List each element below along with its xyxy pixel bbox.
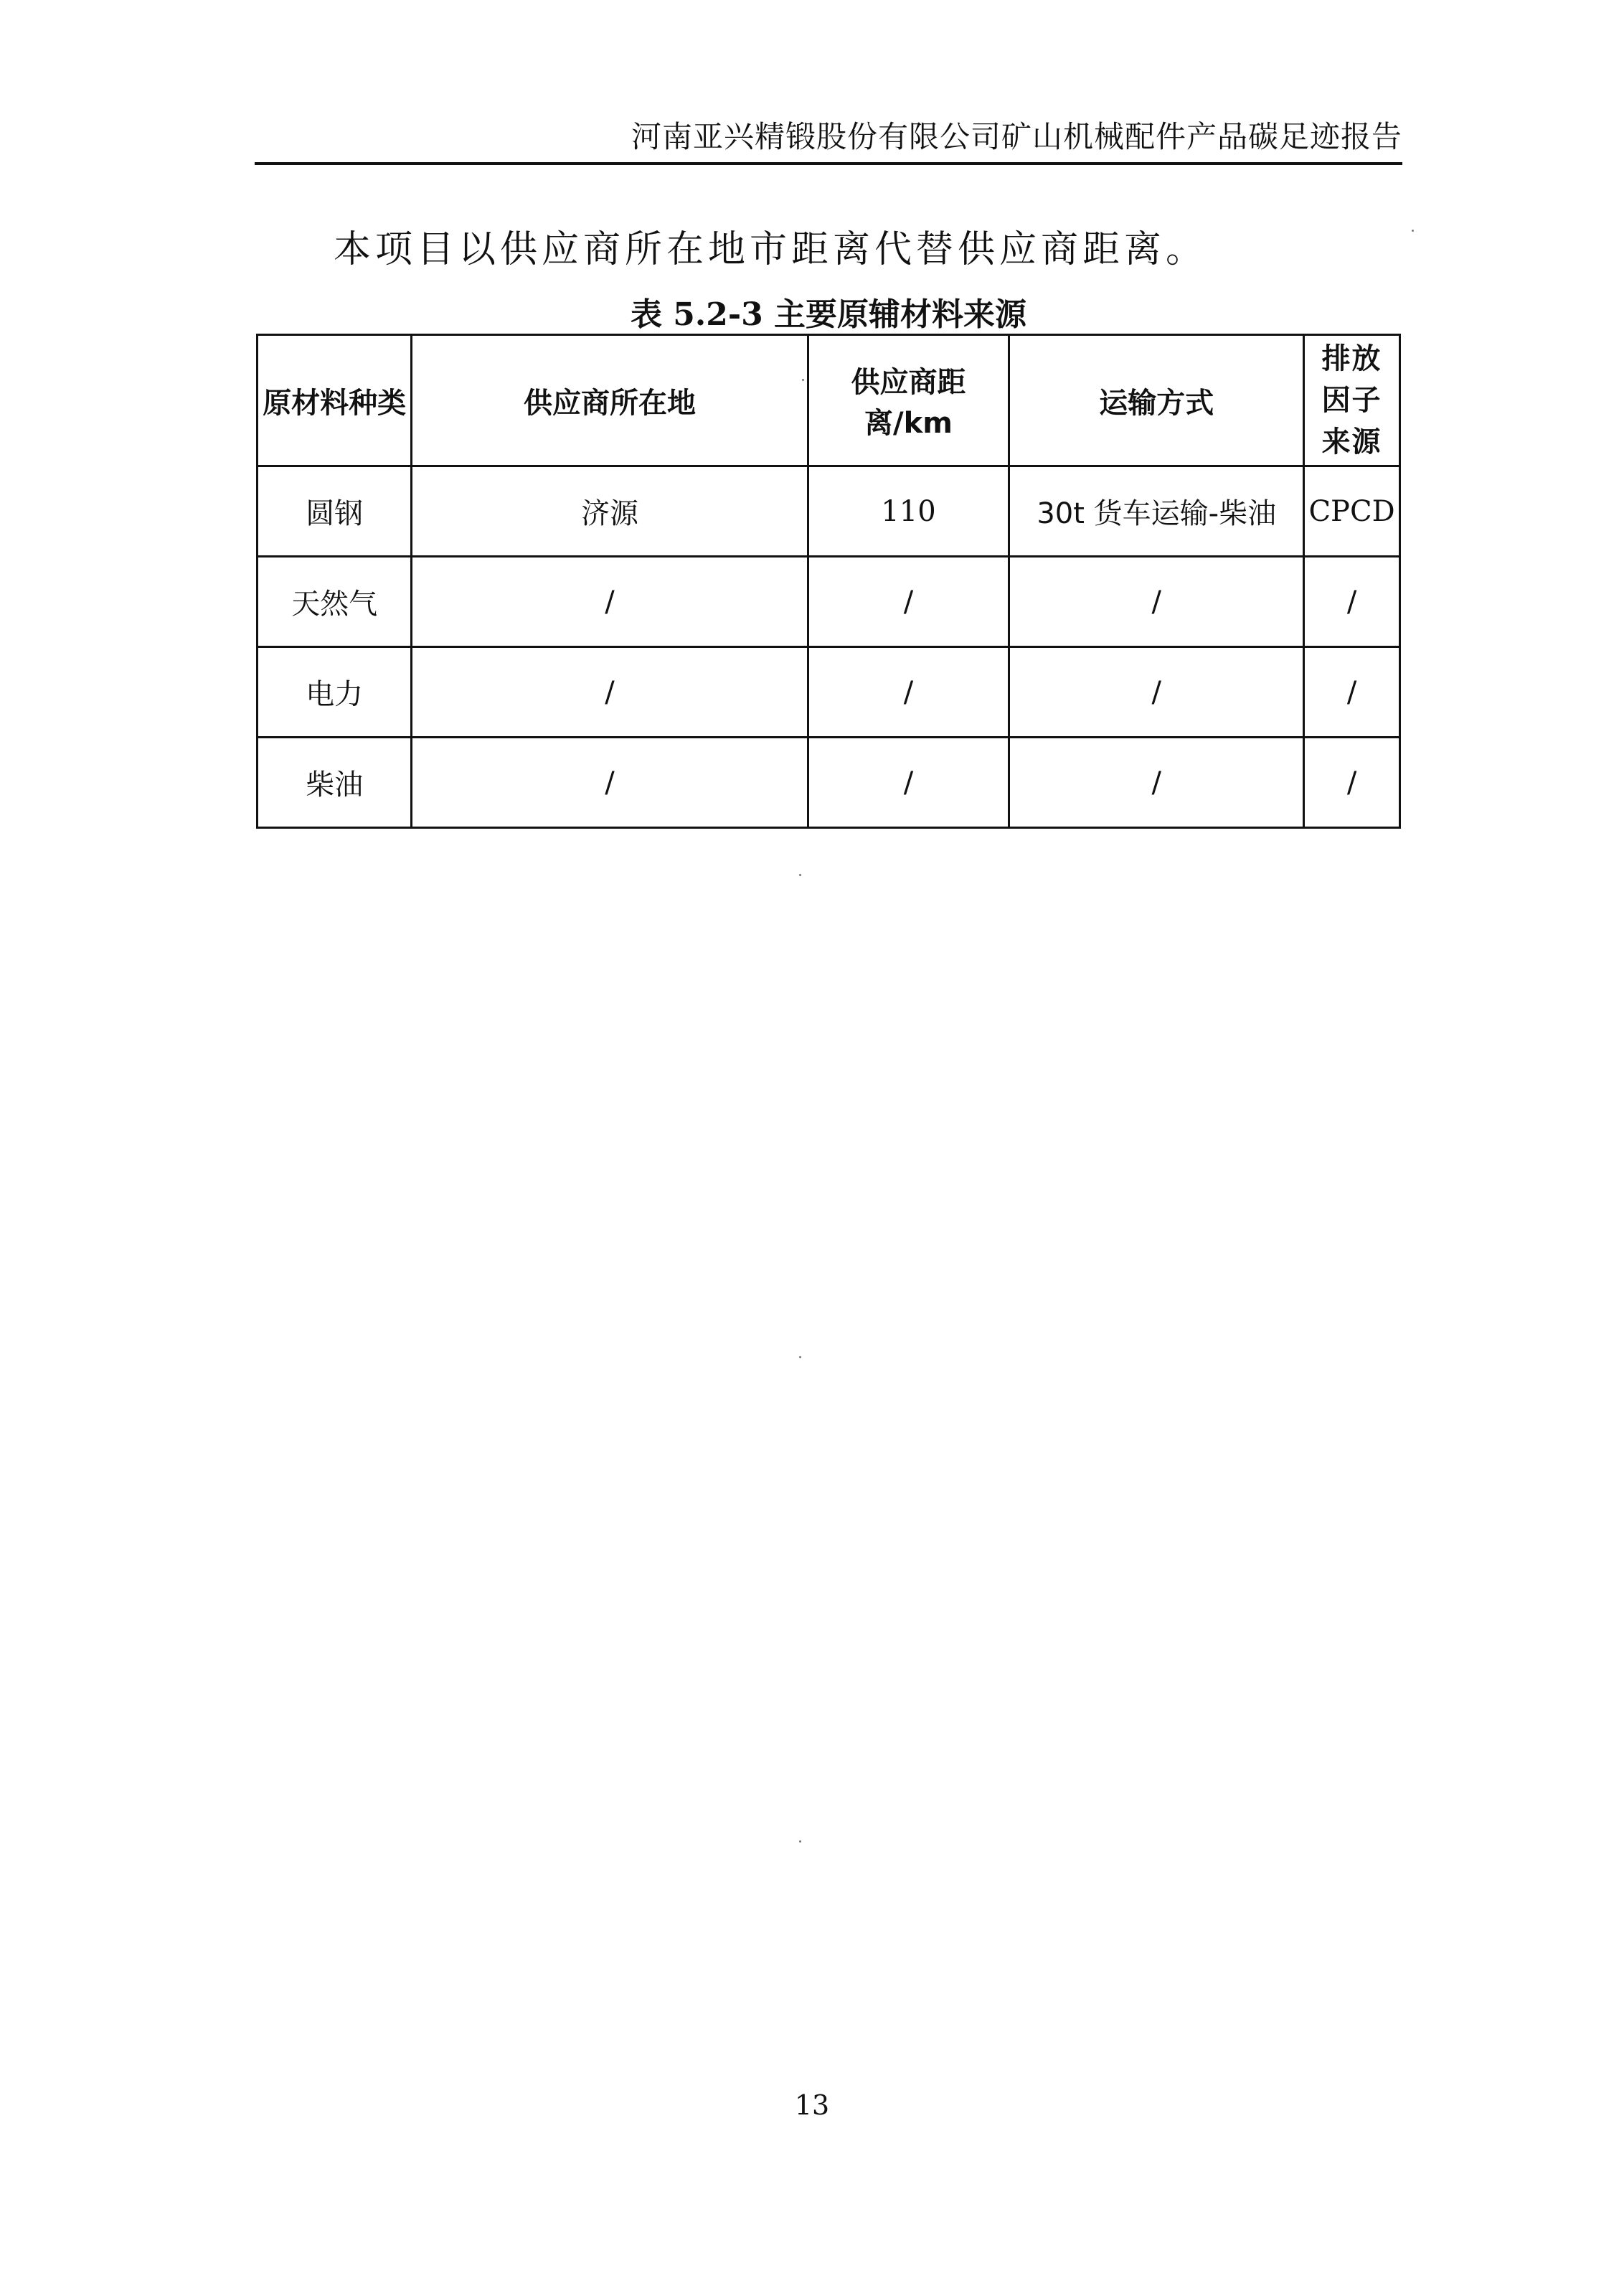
cell-material: 圆钢: [258, 466, 412, 557]
cell-material: 柴油: [258, 738, 412, 828]
cell-transport: 30t 货车运输-柴油: [1009, 466, 1304, 557]
cell-location: /: [412, 557, 808, 647]
header-distance: 供应商距离/km: [808, 335, 1009, 466]
scan-speck: [799, 1356, 801, 1358]
cell-location: /: [412, 647, 808, 738]
cell-material: 电力: [258, 647, 412, 738]
header-material: 原材料种类: [258, 335, 412, 466]
cell-material: 天然气: [258, 557, 412, 647]
scan-speck: [1412, 230, 1414, 232]
cell-distance: /: [808, 647, 1009, 738]
table-row: [258, 466, 1400, 557]
cell-factor: /: [1304, 647, 1400, 738]
cell-transport: /: [1009, 738, 1304, 828]
cell-location: /: [412, 738, 808, 828]
scan-speck: [799, 874, 801, 876]
scan-speck: [799, 1840, 801, 1843]
table-row: [258, 557, 1400, 647]
cell-factor: /: [1304, 557, 1400, 647]
intro-paragraph: 本项目以供应商所在地市距离代替供应商距离。: [334, 228, 1208, 271]
header-transport: 运输方式: [1009, 335, 1304, 466]
table-row: [258, 647, 1400, 738]
header-location: 供应商所在地: [412, 335, 808, 466]
table-header-row: [258, 335, 1400, 466]
cell-factor: /: [1304, 738, 1400, 828]
header-divider: [255, 162, 1402, 165]
cell-factor: CPCD: [1304, 466, 1400, 557]
cell-distance: 110: [808, 466, 1009, 557]
cell-distance: /: [808, 738, 1009, 828]
table-caption: 表 5.2-3 主要原辅材料来源: [630, 296, 1027, 333]
table-row: [258, 738, 1400, 828]
cell-location: 济源: [412, 466, 808, 557]
scan-speck: [802, 379, 804, 381]
raw-material-source-table: [256, 334, 1401, 829]
page-number: 13: [794, 2089, 830, 2121]
cell-transport: /: [1009, 647, 1304, 738]
header-factor: 排放 因子 来源: [1304, 335, 1400, 466]
cell-distance: /: [808, 557, 1009, 647]
page-header: 河南亚兴精锻股份有限公司矿山机械配件产品碳足迹报告: [631, 119, 1402, 154]
cell-transport: /: [1009, 557, 1304, 647]
